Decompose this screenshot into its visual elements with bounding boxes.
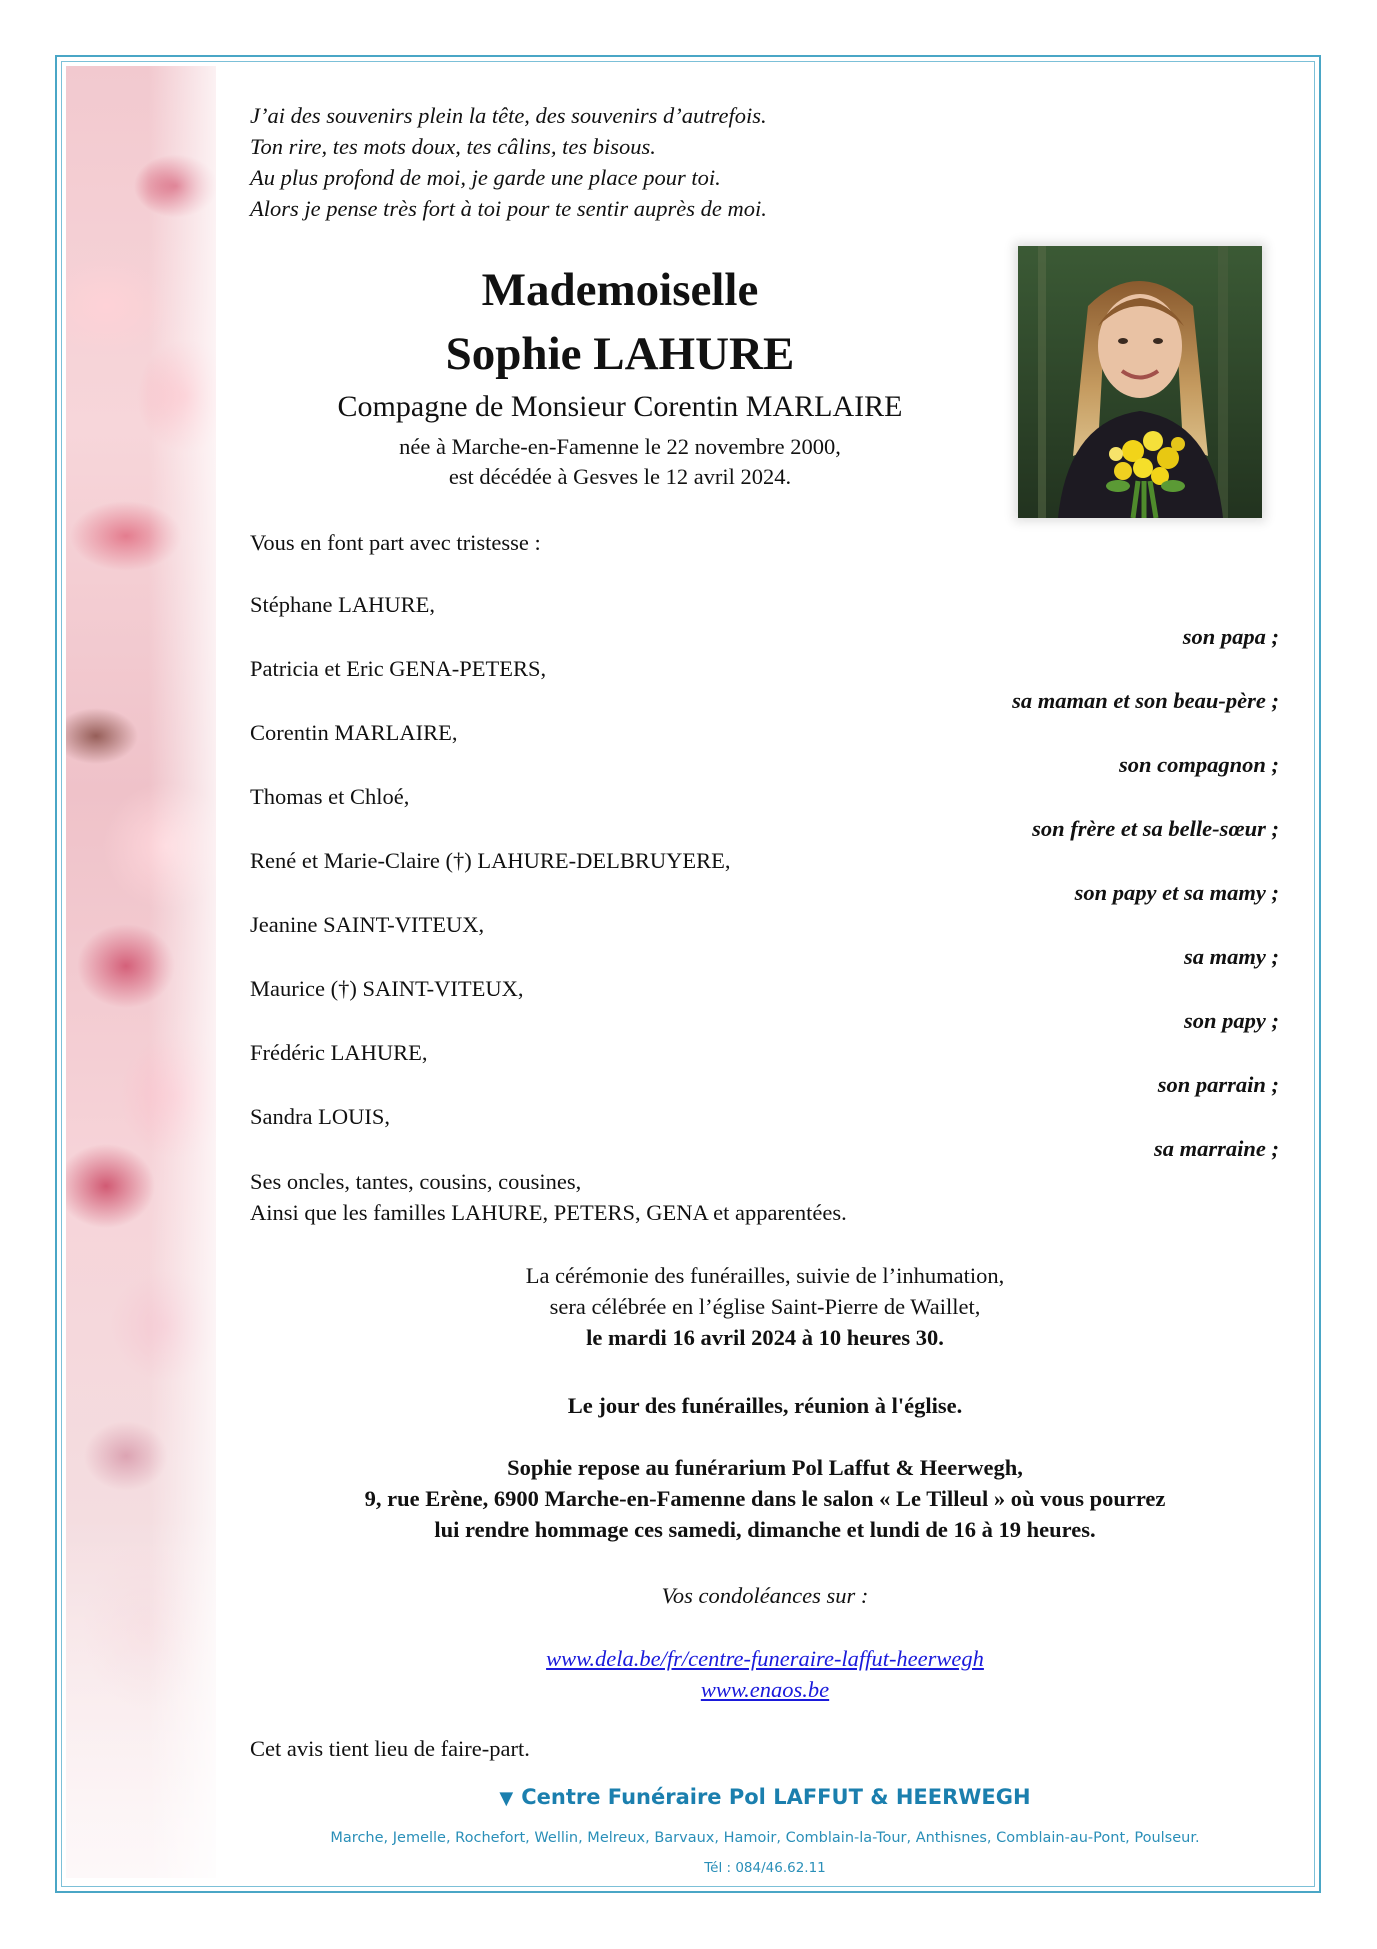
deceased-companion: Compagne de Monsieur Corentin MARLAIRE xyxy=(337,390,903,423)
condolences-label: Vos condoléances sur : xyxy=(661,1583,869,1608)
poem-line: Ton rire, tes mots doux, tes câlins, tes bisous. xyxy=(250,134,656,159)
family-member-relation: sa mamy ; xyxy=(1184,944,1279,969)
ceremony-info xyxy=(250,1260,1280,1353)
family-member-relation: son frère et sa belle-sœur ; xyxy=(1032,816,1279,841)
family-member-name: Sandra LOUIS, xyxy=(250,1104,390,1129)
portrait-photo xyxy=(1018,246,1262,518)
family-member-relation: son papy ; xyxy=(1184,1008,1279,1033)
poem xyxy=(250,100,767,224)
family-member-name: Frédéric LAHURE, xyxy=(250,1040,428,1065)
deceased-title: Mademoiselle xyxy=(481,264,759,316)
family-member-relation: son compagnon ; xyxy=(1118,752,1279,777)
family-member-relation: son parrain ; xyxy=(1157,1072,1279,1097)
condolences-links xyxy=(250,1643,1280,1705)
funeral-home-phone: Tél : 084/46.62.11 xyxy=(704,1860,826,1876)
family-member-name: Maurice (†) SAINT-VITEUX, xyxy=(250,976,524,1001)
ceremony-line: La cérémonie des funérailles, suivie de l’inhumation, xyxy=(525,1263,1005,1288)
cherry-blossom-side-image xyxy=(66,66,216,1878)
funeral-home-label: Centre Funéraire Pol LAFFUT & HEERWEGH xyxy=(521,1785,1031,1809)
funeral-home-name xyxy=(250,1783,1280,1813)
meeting-note: Le jour des funérailles, réunion à l'église. xyxy=(567,1393,963,1418)
closing-line: Ses oncles, tantes, cousins, cousines, xyxy=(250,1169,582,1194)
family-member-relation: sa marraine ; xyxy=(1153,1136,1279,1161)
notice-text: Cet avis tient lieu de faire-part. xyxy=(250,1736,530,1761)
condolence-link-enaos[interactable]: www.enaos.be xyxy=(700,1677,830,1702)
ceremony-line: sera célébrée en l’église Saint-Pierre de Waillet, xyxy=(549,1294,981,1319)
death-info: est décédée à Gesves le 12 avril 2024. xyxy=(448,464,792,489)
funeral-home-towns: Marche, Jemelle, Rochefort, Wellin, Melreux, Barvaux, Hamoir, Comblain-la-Tour, Anthisnes, Comblain-au-Pont, Poulseur. xyxy=(330,1830,1200,1846)
visitation-line: Sophie repose au funérarium Pol Laffut & Heerwegh, xyxy=(507,1455,1023,1480)
family-member-name: Patricia et Eric GENA-PETERS, xyxy=(250,656,547,681)
family-member-name: Thomas et Chloé, xyxy=(250,784,410,809)
closing-line: Ainsi que les familles LAHURE, PETERS, GENA et apparentées. xyxy=(250,1200,847,1225)
family-member-relation: son papy et sa mamy ; xyxy=(1074,880,1279,905)
visitation-line: 9, rue Erène, 6900 Marche-en-Famenne dans le salon « Le Tilleul » où vous pourrez xyxy=(364,1486,1166,1511)
intro-text: Vous en font part avec tristesse : xyxy=(250,530,541,555)
visitation-line: lui rendre hommage ces samedi, dimanche et lundi de 16 à 19 heures. xyxy=(434,1517,1096,1542)
family-member-name: René et Marie-Claire (†) LAHURE-DELBRUYERE, xyxy=(250,848,731,873)
poem-line: Au plus profond de moi, je garde une place pour toi. xyxy=(250,165,721,190)
birth-info: née à Marche-en-Famenne le 22 novembre 2000, xyxy=(399,434,841,459)
family-member-relation: sa maman et son beau-père ; xyxy=(1012,688,1279,713)
triangle-down-icon: ▼ xyxy=(499,1788,514,1809)
family-member-relation: son papa ; xyxy=(1182,624,1279,649)
ceremony-date: le mardi 16 avril 2024 à 10 heures 30. xyxy=(586,1325,944,1350)
portrait-illustration xyxy=(1018,246,1262,518)
poem-line: J’ai des souvenirs plein la tête, des souvenirs d’autrefois. xyxy=(250,103,767,128)
deceased-name: Sophie LAHURE xyxy=(445,328,795,380)
condolence-link-dela[interactable]: www.dela.be/fr/centre-funeraire-laffut-heerwegh xyxy=(546,1646,984,1671)
family-member-name: Corentin MARLAIRE, xyxy=(250,720,458,745)
visitation-info xyxy=(250,1452,1280,1545)
family-member-name: Jeanine SAINT-VITEUX, xyxy=(250,912,485,937)
family-member-name: Stéphane LAHURE, xyxy=(250,592,435,617)
poem-line: Alors je pense très fort à toi pour te sentir auprès de moi. xyxy=(250,196,767,221)
